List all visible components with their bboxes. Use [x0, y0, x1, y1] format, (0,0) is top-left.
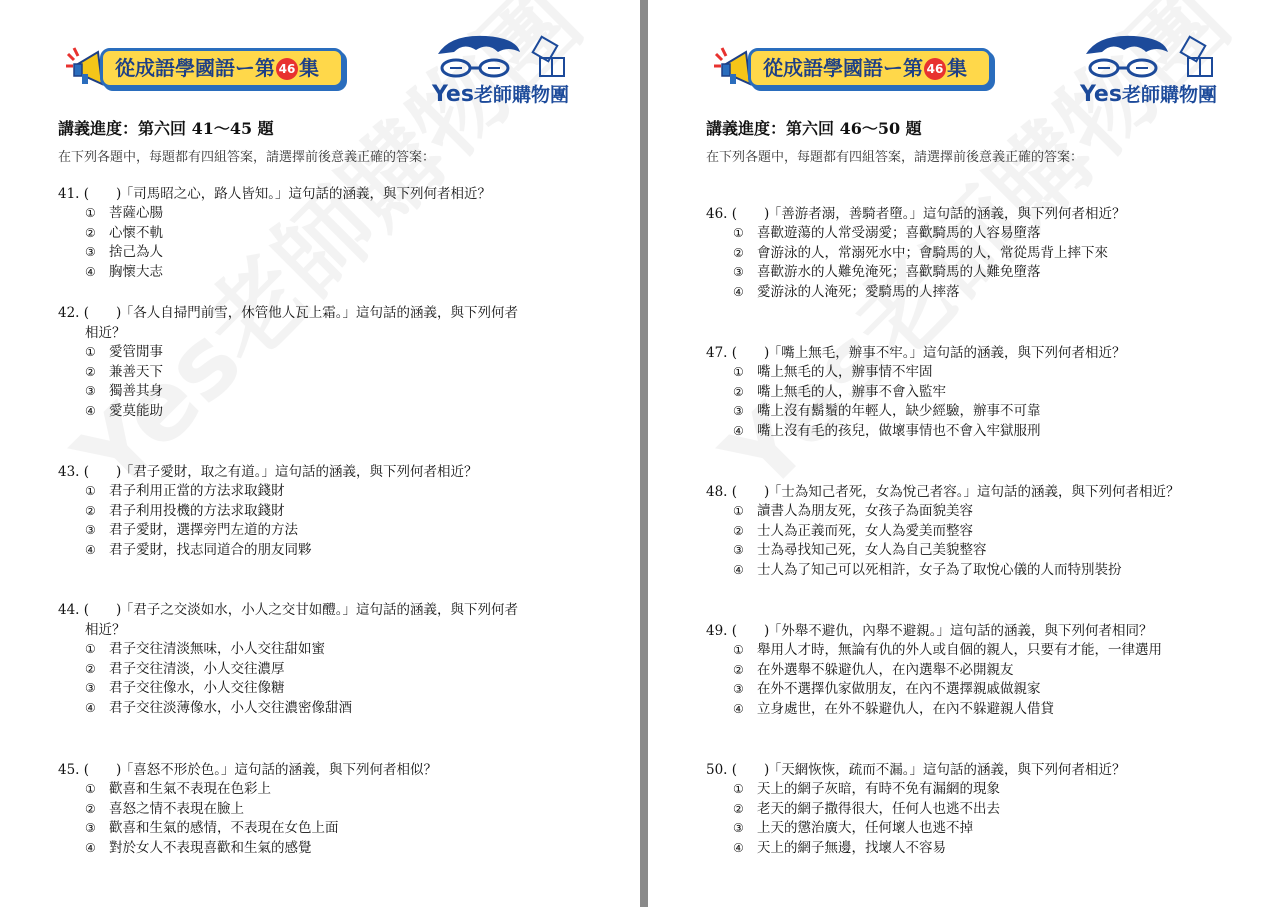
brand-name: Yes老師購物團 [432, 82, 569, 107]
option: ④ 胸懷大志 [85, 264, 163, 281]
episode-badge: 46 [924, 58, 946, 80]
option: ② 老天的網子撒得很大，任何人也逃不出去 [733, 800, 1000, 817]
option: ① 君子交往清淡無味，小人交往甜如蜜 [85, 641, 325, 657]
page-right [648, 0, 1288, 907]
question-48: 48. ( )「士為知己者死，女為悅己者容。」這句話的涵義，與下列何者相近？ ① 讀書人為朋友死，女孩子為面貌美容 ② 士人為正義而死，女人為愛美而整容 ③ 士為尋找知己死，女人為自己美貌整容 ④ 士人為了知己可以死相許，女子為了取悅心儀的人而特別裝扮 [706, 482, 1236, 581]
page-left [0, 0, 640, 907]
option: ③ 捨己為人 [85, 244, 163, 261]
option: ④ 士人為了知己可以死相許，女子為了取悅心儀的人而特別裝扮 [733, 562, 1122, 579]
option: ① 嘴上無毛的人，辦事情不牢固 [733, 364, 933, 380]
option: ① 讀書人為朋友死，女孩子為面貌美容 [733, 503, 973, 519]
instruction-text: 在下列各題中，每題都有四組答案，請選擇前後意義正確的答案： [706, 150, 1084, 165]
option: ① 菩薩心腸 [85, 205, 163, 221]
episode-badge: 46 [276, 58, 298, 80]
option: ② 在外選舉不躲避仇人，在內選舉不必開親友 [733, 661, 1014, 678]
page-divider [640, 0, 648, 907]
option: ② 兼善天下 [85, 363, 163, 380]
option: ② 君子交往清淡，小人交往濃厚 [85, 660, 285, 677]
option: ② 喜怒之情不表現在臉上 [85, 800, 244, 817]
option: ③ 歡喜和生氣的感情，不表現在女色上面 [85, 820, 339, 837]
question-47: 47. ( )「嘴上無毛，辦事不牢。」這句話的涵義，與下列何者相近？ ① 嘴上無毛的人，辦事情不牢固 ② 嘴上無毛的人，辦事不會入監牢 ③ 嘴上沒有鬍鬚的年輕人，缺少經驗，辦事不可靠 ④ 嘴上沒有毛的孩兒，做壞事情也不會入牢獄服刑 [706, 343, 1236, 442]
option: ③ 獨善其身 [85, 383, 163, 400]
option: ① 喜歡遊蕩的人常受溺愛；喜歡騎馬的人容易墮落 [733, 225, 1041, 241]
option: ④ 君子愛財，找志同道合的朋友同夥 [85, 542, 312, 559]
option: ③ 士為尋找知己死，女人為自己美貌整容 [733, 542, 987, 559]
option: ③ 君子愛財，選擇旁門左道的方法 [85, 522, 298, 539]
option: ① 愛管閒事 [85, 344, 163, 360]
option: ④ 愛莫能助 [85, 403, 163, 420]
option: ② 心懷不軌 [85, 224, 163, 241]
question-44: 44. ( )「君子之交淡如水，小人之交甘如醴。」這句話的涵義，與下列何者 相近？ ① 君子交往清淡無味，小人交往甜如蜜 ② 君子交往清淡，小人交往濃厚 ③ 君子交往像水，小人交往像糖 ④ 君子交往淡薄像水，小人交往濃密像甜酒 [58, 600, 588, 719]
question-46: 46. ( )「善游者溺，善騎者墮。」這句話的涵義，與下列何者相近？ ① 喜歡遊蕩的人常受溺愛；喜歡騎馬的人容易墮落 ② 會游泳的人，常溺死水中；會騎馬的人，常從馬背上摔下來 ③ 喜歡游水的人難免淹死；喜歡騎馬的人難免墮落 ④ 愛游泳的人淹死；愛騎馬的人摔落 [706, 204, 1236, 303]
option: ② 嘴上無毛的人，辦事不會入監牢 [733, 383, 946, 400]
option: ③ 上天的懲治廣大，任何壞人也逃不掉 [733, 820, 973, 837]
question-50: 50. ( )「天網恢恢，疏而不漏。」這句話的涵義，與下列何者相近？ ① 天上的網子灰暗，有時不免有漏網的現象 ② 老天的網子撒得很大，任何人也逃不出去 ③ 上天的懲治廣大，任何壞人也逃不掉 ④ 天上的網子無邊，找壞人不容易 [706, 760, 1236, 859]
instruction-text: 在下列各題中，每題都有四組答案，請選擇前後意義正確的答案： [58, 150, 436, 165]
question-42: 42. ( )「各人自掃門前雪，休管他人瓦上霜。」這句話的涵義，與下列何者 相近？ ① 愛管閒事 ② 兼善天下 ③ 獨善其身 ④ 愛莫能助 [58, 303, 588, 422]
banner-title: 從成語學國語ー第 46 集 [115, 56, 319, 80]
option: ③ 嘴上沒有鬍鬚的年輕人，缺少經驗，辦事不可靠 [733, 403, 1041, 420]
question-45: 45. ( )「喜怒不形於色。」這句話的涵義，與下列何者相似？ ① 歡喜和生氣不表現在色彩上 ② 喜怒之情不表現在臉上 ③ 歡喜和生氣的感情，不表現在女色上面 ④ 對於女人不表現喜歡和生氣的感覺 [58, 760, 588, 859]
question-49: 49. ( )「外舉不避仇，內舉不避親。」這句話的涵義，與下列何者相同？ ① 舉用人才時，無論有仇的外人或自個的親人，只要有才能，一律選用 ② 在外選舉不躲避仇人，在內選舉不必開親友 ③ 在外不選擇仇家做朋友，在內不選擇親戚做親家 ④ 立身處世，在外不躲避仇人，在內不躲避親人借貸 [706, 621, 1236, 720]
option: ③ 喜歡游水的人難免淹死；喜歡騎馬的人難免墮落 [733, 264, 1041, 281]
question-43: 43. ( )「君子愛財，取之有道。」這句話的涵義，與下列何者相近？ ① 君子利用正當的方法求取錢財 ② 君子利用投機的方法求取錢財 ③ 君子愛財，選擇旁門左道的方法 ④ 君子愛財，找志同道合的朋友同夥 [58, 462, 588, 561]
option: ② 會游泳的人，常溺死水中；會騎馬的人，常從馬背上摔下來 [733, 244, 1108, 261]
option: ④ 愛游泳的人淹死；愛騎馬的人摔落 [733, 284, 960, 301]
question-41: 41. ( )「司馬昭之心，路人皆知。」這句話的涵義，與下列何者相近？ ① 菩薩心腸 ② 心懷不軌 ③ 捨己為人 ④ 胸懷大志 [58, 184, 588, 283]
option: ② 君子利用投機的方法求取錢財 [85, 502, 285, 519]
banner-title: 從成語學國語ー第 46 集 [763, 56, 967, 80]
series-banner [708, 40, 998, 96]
section-heading: 講義進度：第六回 46～50 題 [706, 119, 922, 138]
option: ④ 立身處世，在外不躲避仇人，在內不躲避親人借貸 [733, 701, 1054, 718]
option: ④ 君子交往淡薄像水，小人交往濃密像甜酒 [85, 700, 352, 717]
option: ④ 嘴上沒有毛的孩兒，做壞事情也不會入牢獄服刑 [733, 423, 1041, 440]
section-heading: 講義進度：第六回 41～45 題 [58, 119, 274, 138]
option: ③ 君子交往像水，小人交往像糖 [85, 680, 285, 697]
series-banner [60, 40, 350, 96]
option: ① 天上的網子灰暗，有時不免有漏網的現象 [733, 781, 1000, 797]
option: ④ 對於女人不表現喜歡和生氣的感覺 [85, 840, 312, 857]
brand-name: Yes老師購物團 [1080, 82, 1217, 107]
option: ④ 天上的網子無邊，找壞人不容易 [733, 840, 946, 857]
option: ① 舉用人才時，無論有仇的外人或自個的親人，只要有才能，一律選用 [733, 642, 1162, 658]
option: ③ 在外不選擇仇家做朋友，在內不選擇親戚做親家 [733, 681, 1041, 698]
option: ① 歡喜和生氣不表現在色彩上 [85, 781, 271, 797]
option: ② 士人為正義而死，女人為愛美而整容 [733, 522, 973, 539]
option: ① 君子利用正當的方法求取錢財 [85, 483, 285, 499]
